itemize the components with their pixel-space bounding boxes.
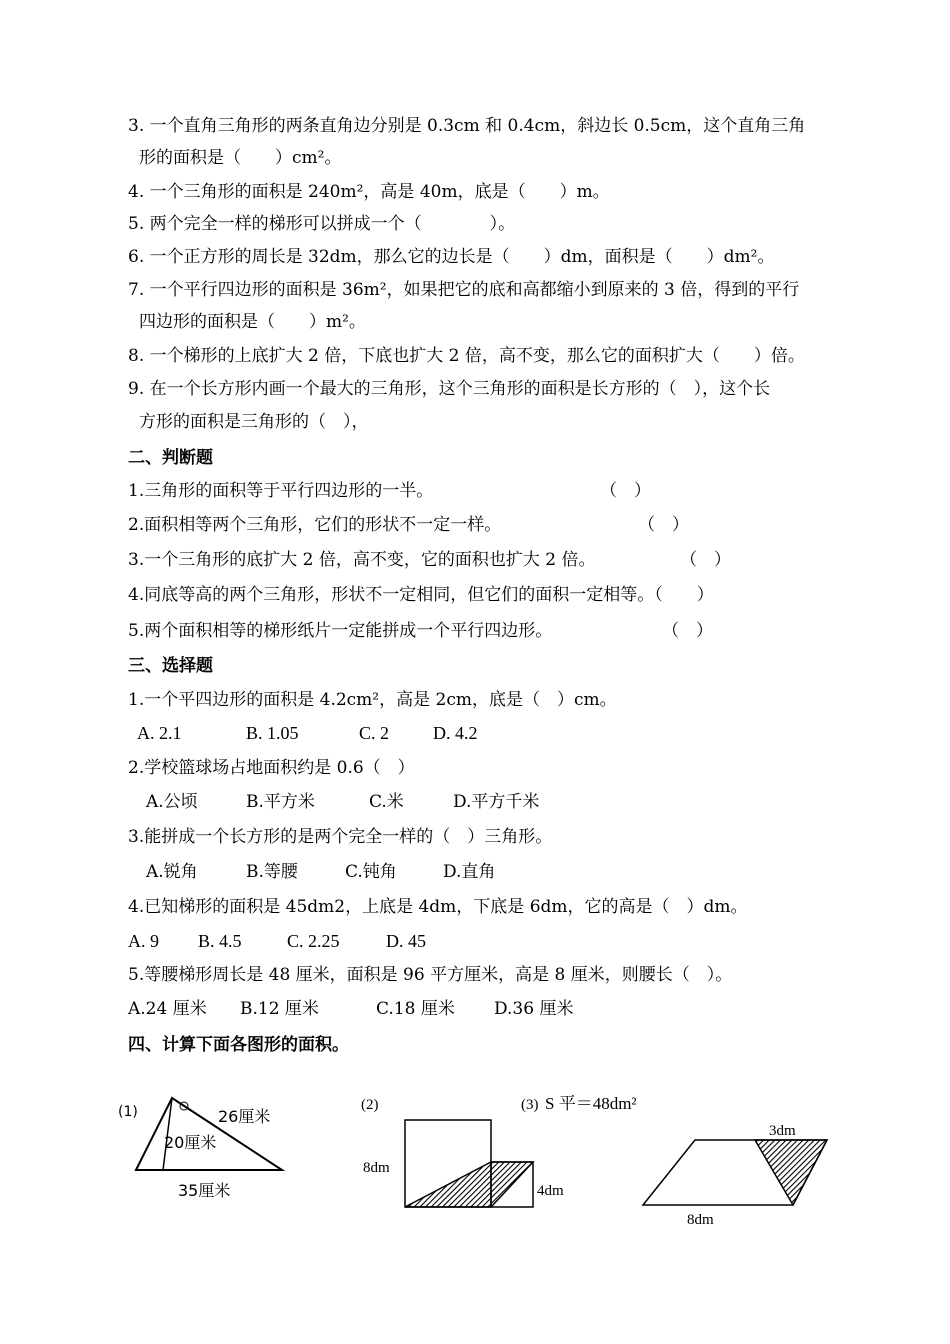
choice-q1-option-d: D. 4.2 [433,723,478,743]
choice-q5-option-b: B.12 厘米 [240,999,319,1019]
judge-q5-paren: （ ） [662,621,713,641]
figure-1-height-label: 20厘米 [164,1133,217,1152]
choice-q4-option-a: A. 9 [128,931,159,951]
judge-q4: 4.同底等高的两个三角形，形状不一定相同，但它们的面积一定相等。（ ） [128,585,714,605]
fill-q3-line1: 3. 一个直角三角形的两条直角边分别是 0.3cm 和 0.4cm，斜边长 0.5cm，这个直角三角 [128,116,806,136]
choice-q3: 3.能拼成一个长方形的是两个完全一样的（ ）三角形。 [128,827,553,847]
choice-q4-option-b: B. 4.5 [198,931,242,951]
figure-2-left-label: 8dm [363,1160,390,1176]
choice-q1-option-c: C. 2 [359,723,390,743]
calc-heading: 四、计算下面各图形的面积。 [128,1035,349,1055]
choice-q4-option-d: D. 45 [386,931,426,951]
figure-2-right-label: 4dm [537,1183,564,1199]
figure-2-shaded-region [405,1162,533,1207]
choice-q2: 2.学校篮球场占地面积约是 0.6（ ） [128,758,415,778]
fill-q7-line1: 7. 一个平行四边形的面积是 36m²，如果把它的底和高都缩小到原来的 3 倍，得到的平行 [128,280,800,300]
choice-q2-option-d: D.平方千米 [453,792,540,812]
judge-q1-paren: （ ） [600,481,651,501]
judge-q2-paren: （ ） [638,515,689,535]
choice-q5: 5.等腰梯形周长是 48 厘米，面积是 96 平方厘米，高是 8 厘米，则腰长（ ）。 [128,965,733,985]
figure-3-formula: S 平＝48dm² [545,1094,637,1113]
fill-q9-line1: 9. 在一个长方形内画一个最大的三角形，这个三角形的面积是长方形的（ ），这个长 [128,379,771,399]
figure-3-bottom-label: 8dm [687,1212,714,1228]
figure-3-label: (3) [521,1097,539,1113]
choice-q3-option-a: A.锐角 [146,862,198,882]
judge-heading: 二、判断题 [128,448,213,468]
choice-q1-option-b: B. 1.05 [246,723,299,743]
figure-1-base-label: 35厘米 [178,1181,231,1200]
choice-q5-option-a: A.24 厘米 [128,999,207,1019]
choice-q4: 4.已知梯形的面积是 45dm2，上底是 4dm，下底是 6dm，它的高是（ ）dm。 [128,897,748,917]
judge-q3-paren: （ ） [680,550,731,570]
figure-1-label: (1) [118,1104,138,1120]
choice-heading: 三、选择题 [128,656,213,676]
fill-q5: 5. 两个完全一样的梯形可以拼成一个（ ）。 [128,214,516,234]
judge-q3: 3.一个三角形的底扩大 2 倍，高不变，它的面积也扩大 2 倍。 [128,550,596,570]
figure-1-hyp-label: 26厘米 [218,1107,271,1126]
choice-q2-option-c: C.米 [369,792,404,812]
choice-q2-option-a: A.公顷 [146,792,198,812]
choice-q3-option-d: D.直角 [443,862,496,882]
figure-3-parallelogram [515,1088,845,1233]
judge-q5: 5.两个面积相等的梯形纸片一定能拼成一个平行四边形。 [128,621,553,641]
choice-q5-option-d: D.36 厘米 [494,999,574,1019]
figure-1-triangle [110,1090,300,1205]
figure-3-shaded-triangle [755,1140,827,1205]
figure-3-top-label: 3dm [769,1123,796,1139]
figure-2-label: (2) [361,1097,379,1113]
choice-q1-option-a: A. 2.1 [137,723,182,743]
fill-q7-line2: 四边形的面积是（ ）m²。 [139,312,366,332]
fill-q3-line2: 形的面积是（ ）cm²。 [139,148,342,168]
choice-q3-option-b: B.等腰 [246,862,298,882]
fill-q4: 4. 一个三角形的面积是 240m²，高是 40m，底是（ ）m。 [128,182,610,202]
choice-q5-option-c: C.18 厘米 [376,999,455,1019]
fill-q6: 6. 一个正方形的周长是 32dm，那么它的边长是（ ）dm，面积是（ ）dm²。 [128,247,775,267]
judge-q2: 2.面积相等两个三角形，它们的形状不一定一样。 [128,515,502,535]
choice-q2-option-b: B.平方米 [246,792,315,812]
fill-q8: 8. 一个梯形的上底扩大 2 倍，下底也扩大 2 倍，高不变，那么它的面积扩大（ ）倍。 [128,346,805,366]
fill-q9-line2: 方形的面积是三角形的（ ）， [139,412,369,432]
choice-q1: 1.一个平四边形的面积是 4.2cm²，高是 2cm，底是（ ）cm。 [128,690,617,710]
choice-q4-option-c: C. 2.25 [287,931,340,951]
choice-q3-option-c: C.钝角 [345,862,397,882]
judge-q1: 1.三角形的面积等于平行四边形的一半。 [128,481,434,501]
